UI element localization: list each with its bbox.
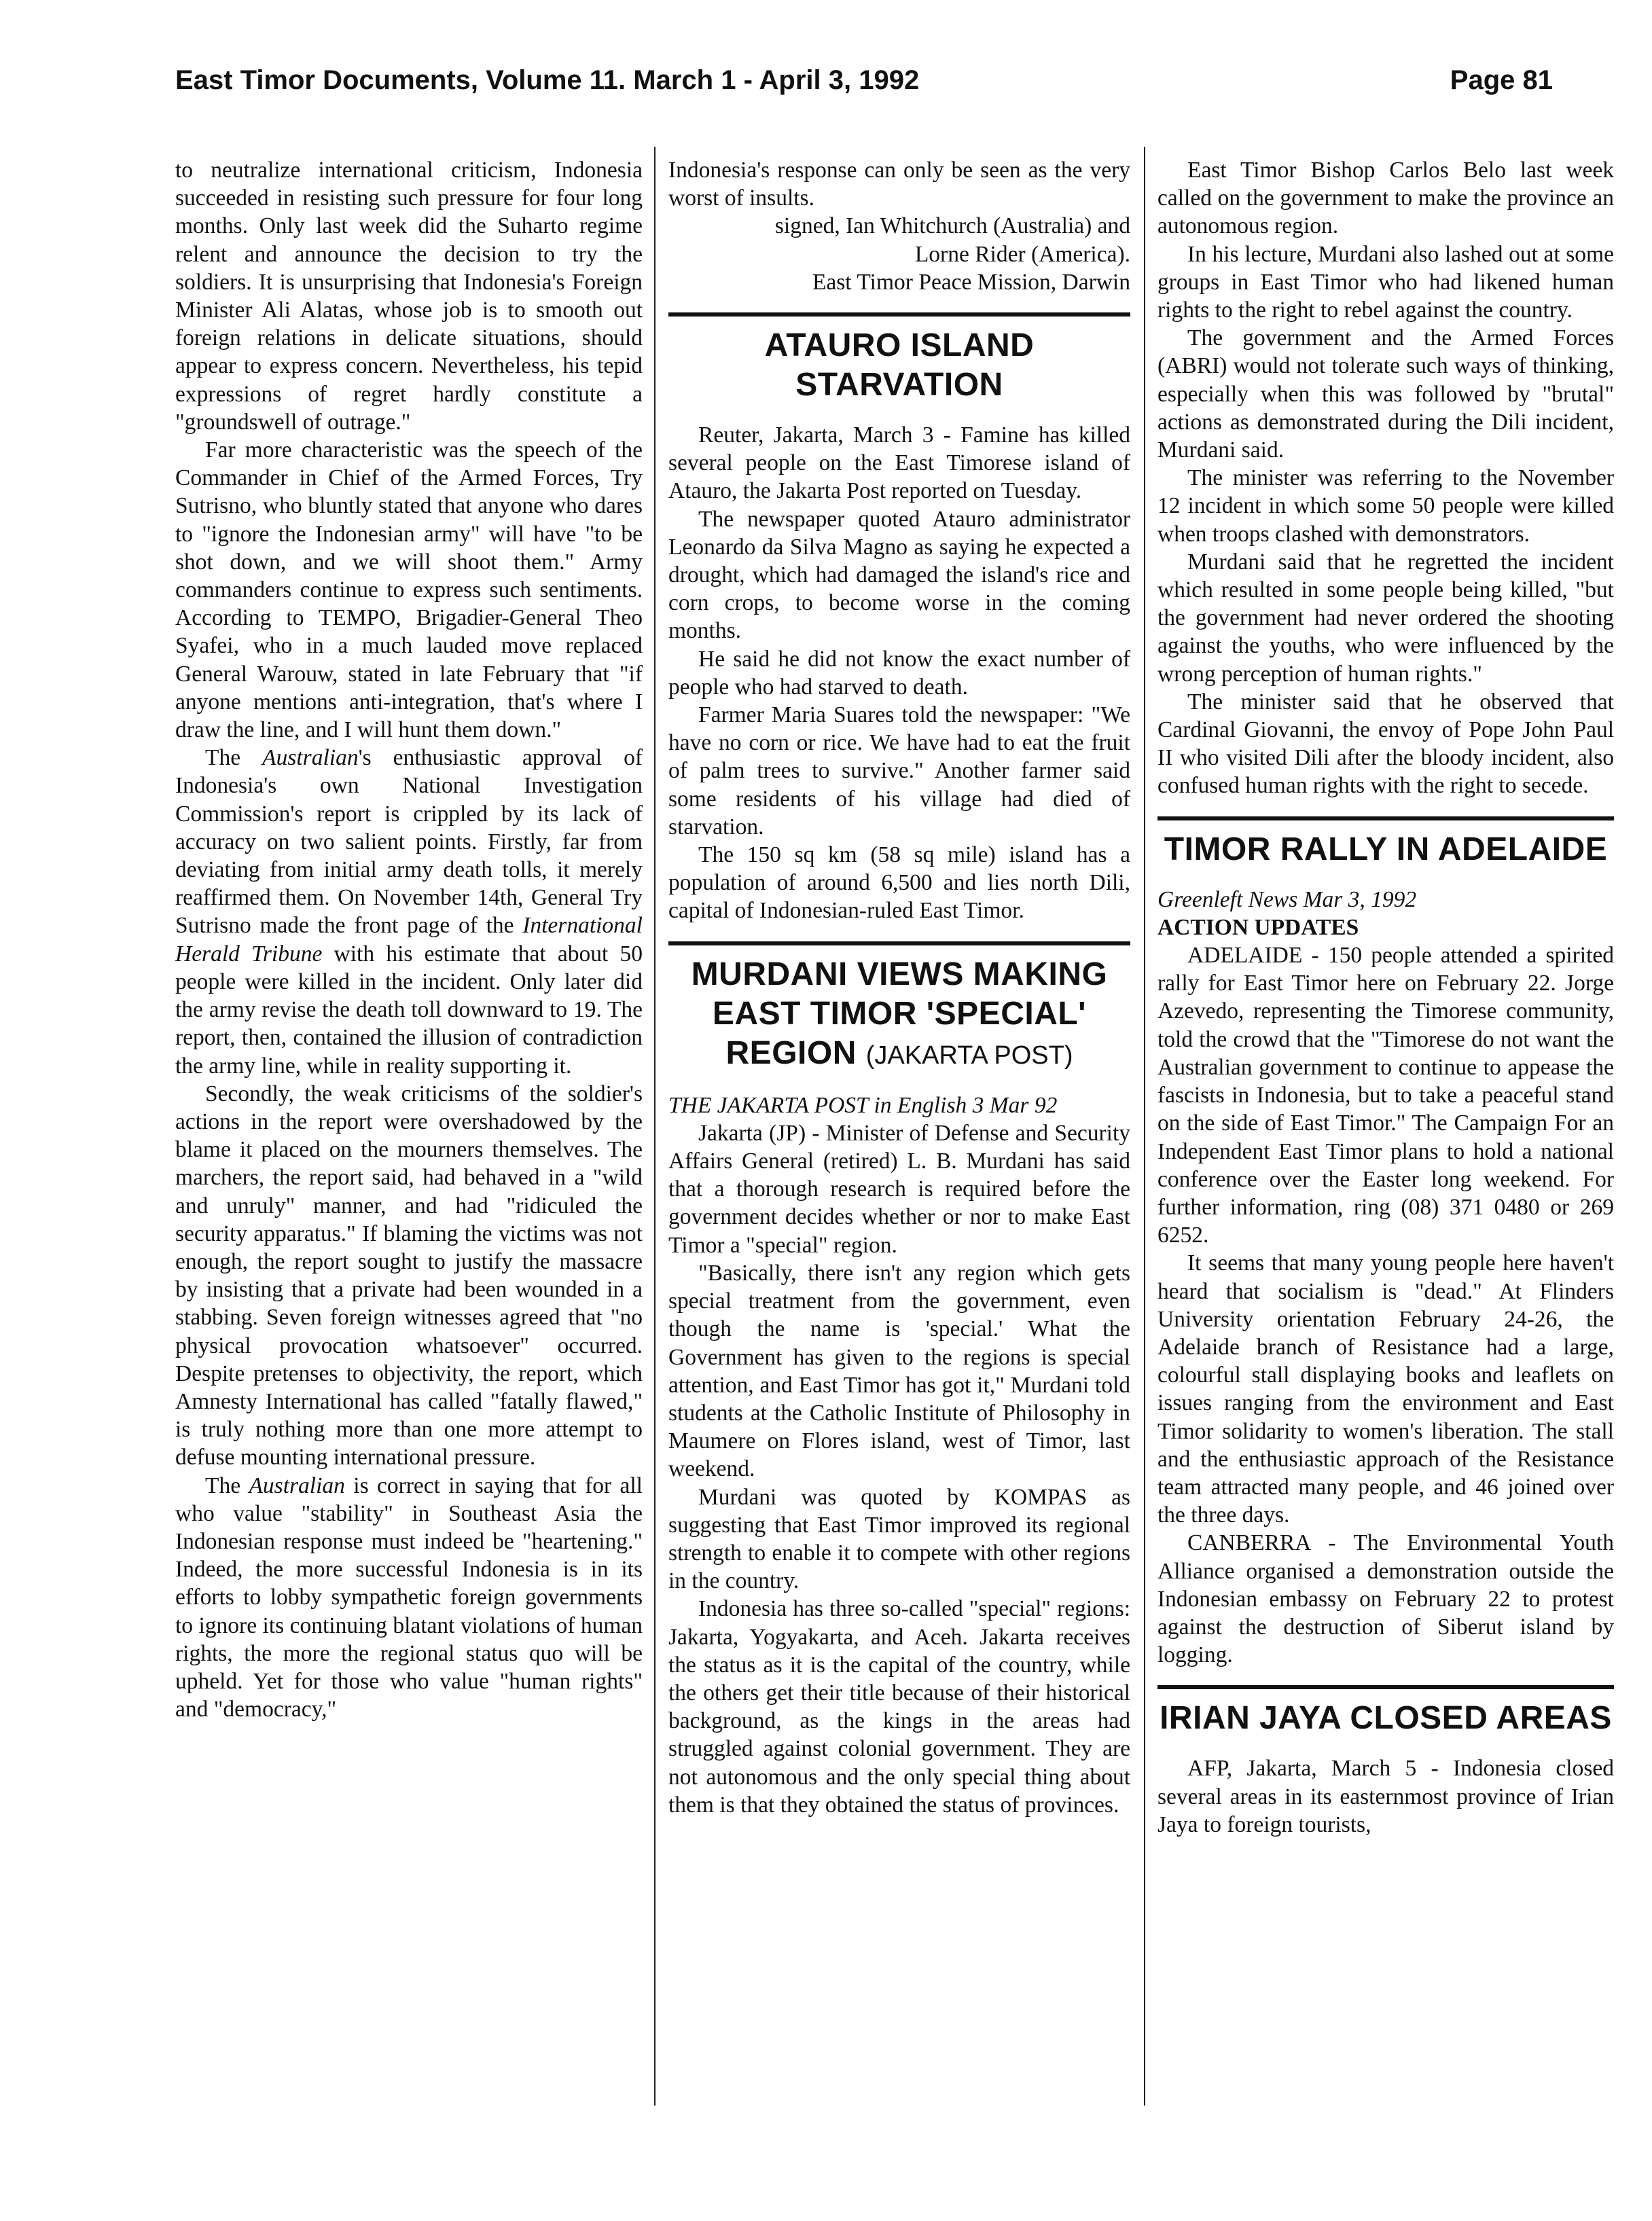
article-source: Greenleft News Mar 3, 1992 — [1157, 886, 1417, 912]
paragraph: The 150 sq km (58 sq mile) island has a population of around 6,500 and lies north Dili, capital of Indonesian-ruled East Timor. — [668, 842, 1130, 924]
column-1 — [175, 156, 643, 1723]
paragraph: Indonesia has three so-called "special" regions: Jakarta, Yogyakarta, and Aceh. Jakarta receives the status as it is the capital of the country, while the others get their title because of their historical background, as the kings in the areas had struggled against colonial government. They are not autonomous and the only special thing about them is that they obtained the status of provinces. — [668, 1596, 1130, 1818]
signature-line: Lorne Rider (America). — [914, 241, 1130, 267]
article-source: THE JAKARTA POST in English 3 Mar 92 — [668, 1092, 1058, 1118]
paragraph: CANBERRA - The Environmental Youth Alliance organised a demonstration outside the Indonesian embassy on February 22 to protest against the destruction of Siberut island by logging. — [1157, 1530, 1614, 1668]
paragraph: The Australian's enthusiastic approval of Indonesia's own National Investigation Commission's report is crippled by its lack of accuracy on two salient points. Firstly, far from deviating from initial army death tolls, it merely reaffirmed them. On November 14th, General Try Sutrisno made the front page of the International Herald Tribune with his estimate that about 50 people were killed in the incident. Only later did the army revise the death toll downward to 19. The report, then, contained the illusion of contradiction the army line, while in reality supporting it. — [175, 745, 643, 1079]
paragraph: to neutralize international criticism, Indonesia succeeded in resisting such pressure for four long months. Only last week did the Suharto regime relent and announce the decision to try the soldiers. It is unsurprising that Indonesia's Foreign Minister Ali Alatas, whose job is to smooth out foreign relations in delicate situations, should appear to express concern. Nevertheless, his tepid expressions of regret hardly constitute a "groundswell of outrage." — [175, 158, 643, 435]
paragraph: He said he did not know the exact number of people who had starved to death. — [668, 646, 1130, 700]
section-rule — [668, 312, 1130, 317]
paragraph: East Timor Bishop Carlos Belo last week called on the government to make the province an autonomous region. — [1157, 158, 1614, 239]
page-number: Page 81 — [1450, 65, 1553, 95]
column-divider-right — [1144, 147, 1145, 2106]
paragraph: Far more characteristic was the speech of the Commander in Chief of the Armed Forces, Try Sutrisno, who bluntly stated that anyone who dares to "ignore the Indonesian army" will have "to be shot down, and we will shoot them." Army commanders continue to express such sentiments. According to TEMPO, Brigadier-General Theo Syafei, who in a much lauded move replaced General Warouw, stated in late February that "if anyone mentions anti-integration, that's where I draw the line, and I will hunt them down." — [175, 437, 643, 743]
column-3 — [1157, 156, 1614, 1839]
paragraph: It seems that many young people here haven't heard that socialism is "dead." At Flinders University orientation February 24-26, the Adelaide branch of Resistance had a large, colourful stall displaying books and leaflets on issues ranging from the environment and East Timor solidarity to women's liberation. The stall and the enthusiastic approach of the Resistance team attracted many people, and 46 joined over the three days. — [1157, 1250, 1614, 1528]
paragraph: Murdani was quoted by KOMPAS as suggesting that East Timor improved its regional strength to enable it to compete with other regions in the country. — [668, 1484, 1130, 1594]
column-divider-left — [654, 147, 656, 2106]
paragraph: AFP, Jakarta, March 5 - Indonesia closed several areas in its easternmost province of Irian Jaya to foreign tourists, — [1157, 1756, 1614, 1837]
publication-title: East Timor Documents, Volume 11. March 1 - April 3, 1992 — [175, 65, 920, 95]
article-headline: IRIAN JAYA CLOSED AREAS — [1160, 1700, 1612, 1737]
article-headline: TIMOR RALLY IN ADELAIDE — [1164, 831, 1608, 867]
paragraph: Murdani said that he regretted the incident which resulted in some people being killed, "but the government had never ordered the shooting against the youths, who were influenced by the wrong perception of human rights." — [1157, 549, 1614, 687]
page-header — [175, 65, 1553, 106]
column-2 — [668, 156, 1130, 1819]
publication-name: International Herald Tribune — [175, 913, 643, 967]
paragraph: The minister said that he observed that Cardinal Giovanni, the envoy of Pope John Paul II who visited Dili after the bloody incident, also confused human rights with the right to secede. — [1157, 689, 1614, 799]
paragraph: The government and the Armed Forces (ABRI) would not tolerate such ways of thinking, especially when this was followed by "brutal" actions as demonstrated during the Dili incident, Murdani said. — [1157, 325, 1614, 463]
section-rule — [668, 941, 1130, 945]
paragraph: The minister was referring to the November 12 incident in which some 50 people were killed when troops clashed with demonstrators. — [1157, 465, 1614, 547]
section-rule — [1157, 1685, 1614, 1689]
paragraph: The newspaper quoted Atauro administrator Leonardo da Silva Magno as saying he expected a drought, which had damaged the island's rice and corn crops, to become worse in the coming months. — [668, 506, 1130, 644]
paragraph: Reuter, Jakarta, March 3 - Famine has killed several people on the East Timorese island of Atauro, the Jakarta Post reported on Tuesday. — [668, 422, 1130, 504]
paragraph: Indonesia's response can only be seen as the very worst of insults. — [668, 158, 1130, 211]
publication-name: Australian — [249, 1473, 345, 1498]
article-headline: MURDANI VIEWS MAKING EAST TIMOR 'SPECIAL' REGION (JAKARTA POST) — [691, 956, 1108, 1071]
paragraph: Jakarta (JP) - Minister of Defense and Security Affairs General (retired) L. B. Murdani has said that a thorough research is required before the government decides whether or nor to make East Timor a "special" region. — [668, 1120, 1130, 1258]
headline-source: (JAKARTA POST) — [865, 1041, 1073, 1070]
article-headline: ATAURO ISLAND STARVATION — [764, 327, 1035, 403]
paragraph: Farmer Maria Suares told the newspaper: "We have no corn or rice. We have had to eat the fruit of palm trees to survive." Another farmer said some residents of his village had died of starvation. — [668, 702, 1130, 839]
publication-name: Australian — [262, 745, 359, 771]
paragraph: ADELAIDE - 150 people attended a spirited rally for East Timor here on February 22. Jorge Azevedo, representing the Timorese community, told the crowd that the "Timorese do not want the Australian government to continue to appease the fascists in Indonesia, but to take a peaceful stand on the side of East Timor." The Campaign For an Independent East Timor plans to hold a national conference over the Easter long weekend. For further information, ring (08) 371 0480 or 269 6252. — [1157, 943, 1614, 1248]
paragraph: The Australian is correct in saying that for all who value "stability" in Southeast Asia the Indonesian response must indeed be "heartening." Indeed, the more successful Indonesia is in its efforts to lobby sympathetic foreign governments to ignore its continuing blatant violations of human rights, the more the regional status quo will be upheld. Yet for those who value "human rights" and "democracy," — [175, 1473, 643, 1722]
signature-line: East Timor Peace Mission, Darwin — [812, 269, 1130, 295]
signature-line: signed, Ian Whitchurch (Australia) and — [774, 213, 1130, 239]
section-rule — [1157, 816, 1614, 820]
paragraph: "Basically, there isn't any region which gets special treatment from the government, even though the name is 'special.' What the Government has given to the regions is special attention, and East Timor has got it," Murdani told students at the Catholic Institute of Philosophy in Maumere on Flores island, west of Timor, last weekend. — [668, 1260, 1130, 1482]
paragraph: Secondly, the weak criticisms of the soldier's actions in the report were overshadowed by the blame it placed on the mourners themselves. The marchers, the report said, had behaved in a "wild and unruly" manner, and had "ridiculed the security apparatus." If blaming the victims was not enough, the report sought to justify the massacre by insisting that a private had been wounded in a stabbing. Seven foreign witnesses agreed that "no physical provocation whatsoever" occurred. Despite pretenses to objectivity, the report, which Amnesty International has called "fatally flawed," is truly nothing more than one more attempt to defuse mounting international pressure. — [175, 1081, 643, 1470]
article-subhead: ACTION UPDATES — [1157, 914, 1359, 940]
paragraph: In his lecture, Murdani also lashed out at some groups in East Timor who had likened human rights to the right to rebel against the country. — [1157, 241, 1614, 323]
